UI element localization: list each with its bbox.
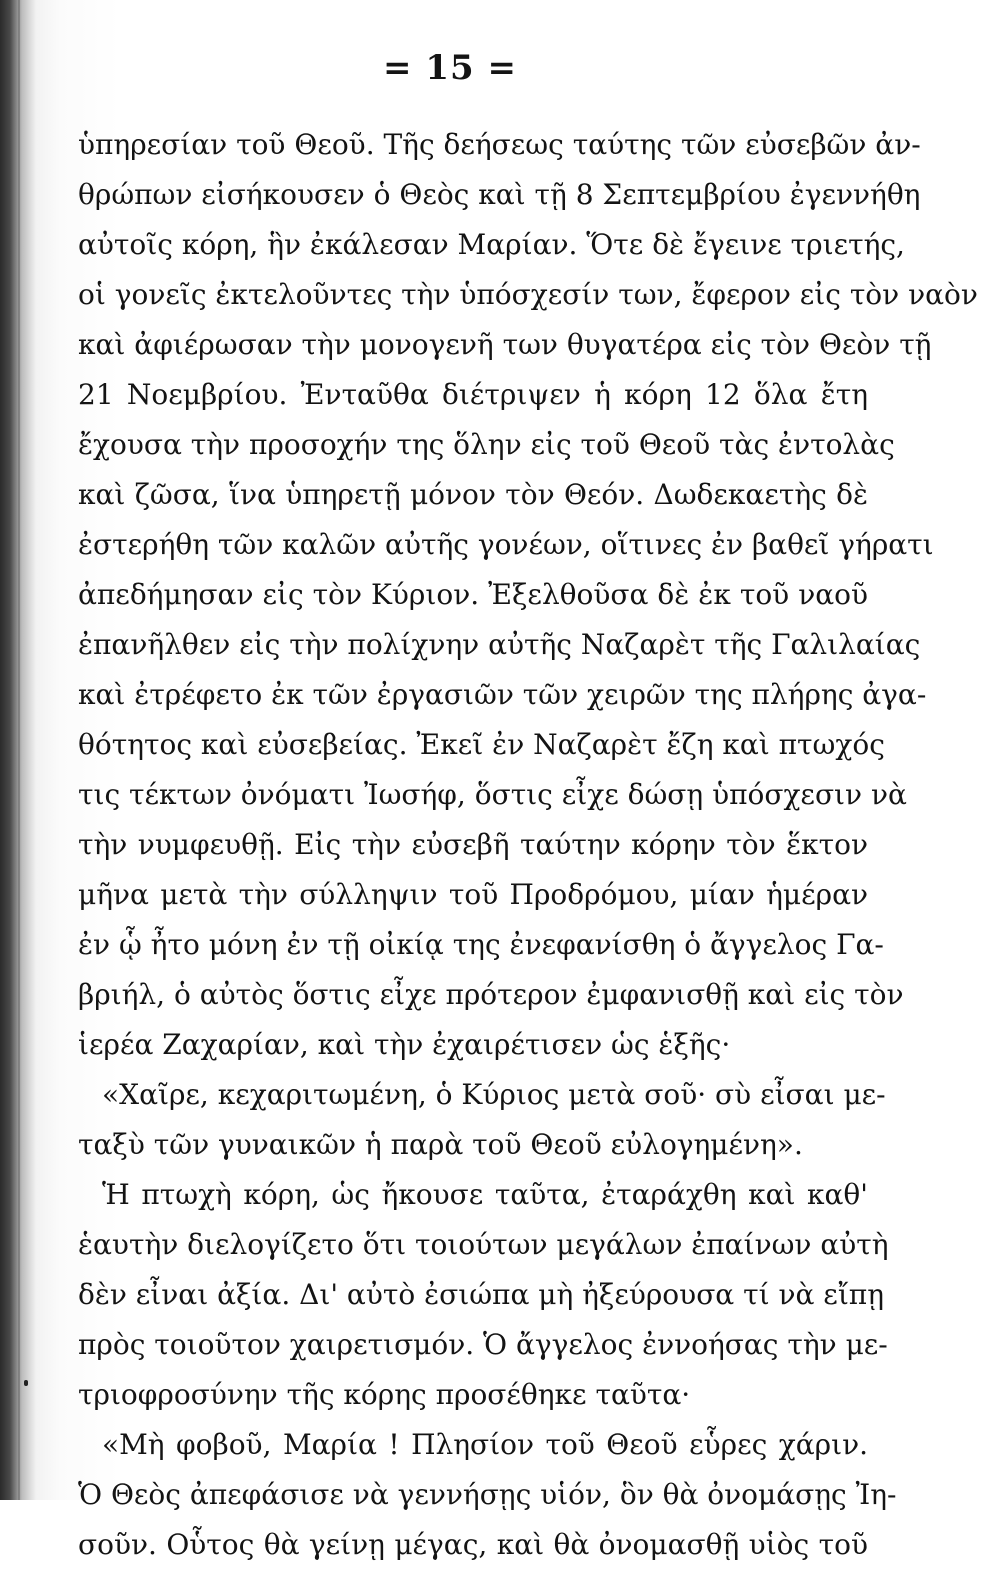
text-line: ἀπεδήμησαν εἰς τὸν Κύριον. Ἐξελθοῦσα δὲ ἐκ τοῦ ναοῦ	[78, 578, 868, 611]
text-line: ἔχουσα τὴν προσοχήν της ὅλην εἰς τοῦ Θεοῦ τὰς ἐντολὰς	[78, 428, 895, 461]
text-line: αὐτοῖς κόρη, ἣν ἐκάλεσαν Μαρίαν. Ὅτε δὲ ἔγεινε τριετής,	[78, 228, 905, 261]
text-line: ἐπανῆλθεν εἰς τὴν πολίχνην αὐτῆς Ναζαρὲτ τῆς Γαλιλαίας	[78, 628, 921, 661]
page-body-text	[78, 120, 978, 1570]
text-line: θότητος καὶ εὐσεβείας. Ἐκεῖ ἐν Ναζαρὲτ ἔζη καὶ πτωχός	[78, 728, 885, 761]
text-line: ἐν ᾧ ἦτο μόνη ἐν τῇ οἰκίᾳ της ἐνεφανίσθη ὁ ἄγγελος Γα-	[78, 928, 884, 961]
page-number: = 15 =	[383, 48, 517, 88]
text-line: ὑπηρεσίαν τοῦ Θεοῦ. Τῆς δεήσεως ταύτης τῶν εὐσεβῶν ἀν-	[78, 128, 921, 161]
text-line: Ὁ Θεὸς ἀπεφάσισε νὰ γεννήσῃς υἱόν, ὃν θὰ ὀνομάσῃς Ἰη-	[78, 1478, 897, 1511]
text-line: καὶ ἐτρέφετο ἐκ τῶν ἐργασιῶν τῶν χειρῶν της πλήρης ἀγα-	[78, 678, 927, 711]
text-line: 21 Νοεμβρίου. Ἐνταῦθα διέτριψεν ἡ κόρη 12 ὅλα ἔτη	[78, 378, 868, 411]
text-line: καὶ ἀφιέρωσαν τὴν μονογενῆ των θυγατέρα εἰς τὸν Θεὸν τῇ	[78, 328, 932, 361]
text-line: βριήλ, ὁ αὐτὸς ὅστις εἶχε πρότερον ἐμφανισθῇ καὶ εἰς τὸν	[78, 978, 904, 1011]
text-line: σοῦν. Οὗτος θὰ γείνῃ μέγας, καὶ θὰ ὀνομασθῇ υἱὸς τοῦ	[78, 1528, 868, 1561]
text-line: δὲν εἶναι ἀξία. Δι' αὐτὸ ἐσιώπα μὴ ἠξεύρουσα τί νὰ εἴπῃ	[78, 1278, 884, 1311]
text-line: πρὸς τοιοῦτον χαιρετισμόν. Ὁ ἄγγελος ἐννοήσας τὴν με-	[78, 1328, 888, 1361]
text-line: ἱερέα Ζαχαρίαν, καὶ τὴν ἐχαιρέτισεν ὡς ἑξῆς·	[78, 1028, 731, 1061]
text-line: τριοφροσύνην τῆς κόρης προσέθηκε ταῦτα·	[78, 1378, 691, 1411]
text-line: τὴν νυμφευθῇ. Εἰς τὴν εὐσεβῆ ταύτην κόρην τὸν ἕκτον	[78, 828, 868, 861]
ink-speck	[24, 1380, 28, 1386]
text-line: ἑαυτὴν διελογίζετο ὅτι τοιούτων μεγάλων ἐπαίνων αὐτὴ	[78, 1228, 889, 1261]
text-line: ταξὺ τῶν γυναικῶν ἡ παρὰ τοῦ Θεοῦ εὐλογημένη».	[78, 1128, 803, 1161]
text-line: οἱ γονεῖς ἐκτελοῦντες τὴν ὑπόσχεσίν των, ἔφερον εἰς τὸν ναὸν	[78, 278, 978, 311]
text-line: τις τέκτων ὀνόματι Ἰωσήφ, ὅστις εἶχε δώσῃ ὑπόσχεσιν νὰ	[78, 778, 907, 811]
book-gutter-edge	[18, 0, 20, 1500]
text-line: καὶ ζῶσα, ἵνα ὑπηρετῇ μόνον τὸν Θεόν. Δωδεκαετὴς δὲ	[78, 478, 868, 511]
text-line: «Μὴ φοβοῦ, Μαρία ! Πλησίον τοῦ Θεοῦ εὗρες χάριν.	[102, 1428, 868, 1461]
text-line: ἐστερήθη τῶν καλῶν αὐτῆς γονέων, οἵτινες ἐν βαθεῖ γήρατι	[78, 528, 934, 561]
text-line: «Χαῖρε, κεχαριτωμένη, ὁ Κύριος μετὰ σοῦ· σὺ εἶσαι με-	[102, 1078, 886, 1111]
text-line: Ἡ πτωχὴ κόρη, ὡς ἤκουσε ταῦτα, ἐταράχθη καὶ καθ'	[102, 1178, 868, 1211]
text-line: θρώπων εἰσήκουσεν ὁ Θεὸς καὶ τῇ 8 Σεπτεμβρίου ἐγεννήθη	[78, 178, 921, 211]
text-line: μῆνα μετὰ τὴν σύλληψιν τοῦ Προδρόμου, μίαν ἡμέραν	[78, 878, 868, 911]
